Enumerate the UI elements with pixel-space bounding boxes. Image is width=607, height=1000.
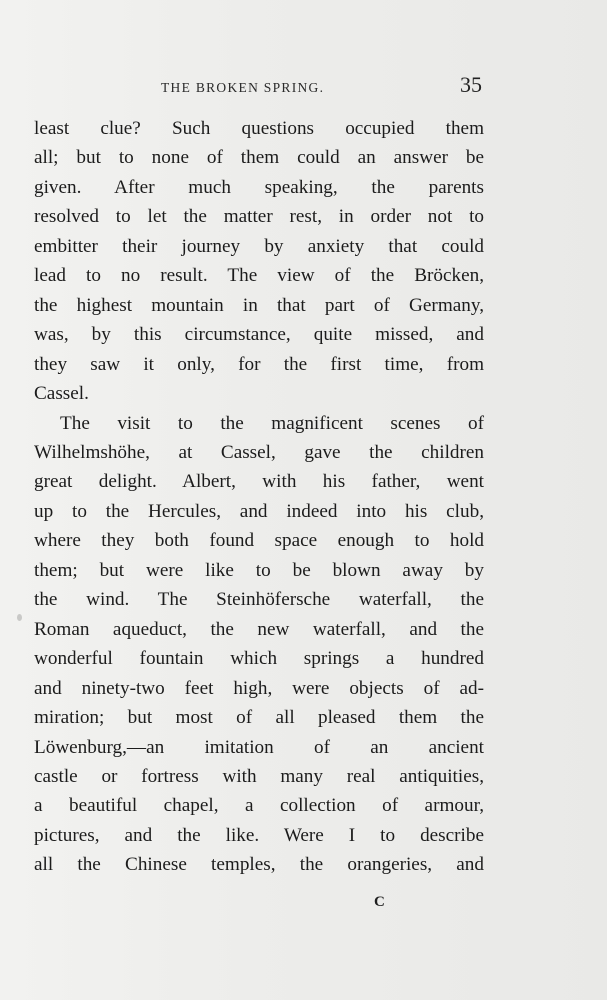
- text-line: wonderful fountain which springs a hundred: [34, 648, 484, 670]
- text-line: they saw it only, for the first time, from: [34, 353, 484, 375]
- text-line: a beautiful chapel, a collection of armour,: [34, 795, 484, 817]
- running-title: THE BROKEN SPRING.: [161, 80, 325, 95]
- page-header: [34, 72, 484, 108]
- text-line: miration; but most of all pleased them the: [34, 707, 484, 729]
- text-line: pictures, and the like. Were I to describe: [34, 824, 484, 846]
- text-line: great delight. Albert, with his father, went: [34, 471, 484, 493]
- text-line: them; but were like to be blown away by: [34, 559, 484, 581]
- body-text: [34, 114, 484, 880]
- text-line: was, by this circumstance, quite missed, and: [34, 324, 484, 346]
- text-line: up to the Hercules, and indeed into his club,: [34, 500, 484, 522]
- text-line: where they both found space enough to hold: [34, 530, 484, 552]
- text-line: all; but to none of them could an answer be: [34, 147, 484, 169]
- text-line: Wilhelmshöhe, at Cassel, gave the children: [34, 441, 484, 463]
- text-line: least clue? Such questions occupied them: [34, 118, 484, 139]
- paragraph-end-line: Cassel.: [34, 383, 89, 405]
- text-line: The visit to the magnificent scenes of: [60, 412, 484, 434]
- text-line: resolved to let the matter rest, in order not to: [34, 206, 484, 228]
- text-line: castle or fortress with many real antiquities,: [34, 765, 484, 787]
- text-line: lead to no result. The view of the Bröcken,: [34, 265, 484, 287]
- text-line: the highest mountain in that part of Germany,: [34, 294, 484, 316]
- text-line: given. After much speaking, the parents: [34, 176, 484, 198]
- text-line: Roman aqueduct, the new waterfall, and the: [34, 618, 484, 640]
- text-line: the wind. The Steinhöfersche waterfall, the: [34, 589, 484, 611]
- signature-mark: C: [374, 894, 385, 910]
- text-line: embitter their journey by anxiety that could: [34, 235, 484, 257]
- margin-speck: [17, 614, 22, 621]
- text-line: Löwenburg,—an imitation of an ancient: [34, 736, 484, 758]
- text-line: and ninety-two feet high, were objects of ad-: [34, 677, 484, 699]
- text-line: all the Chinese temples, the orangeries, and: [34, 854, 484, 876]
- page-number: 35: [460, 72, 482, 97]
